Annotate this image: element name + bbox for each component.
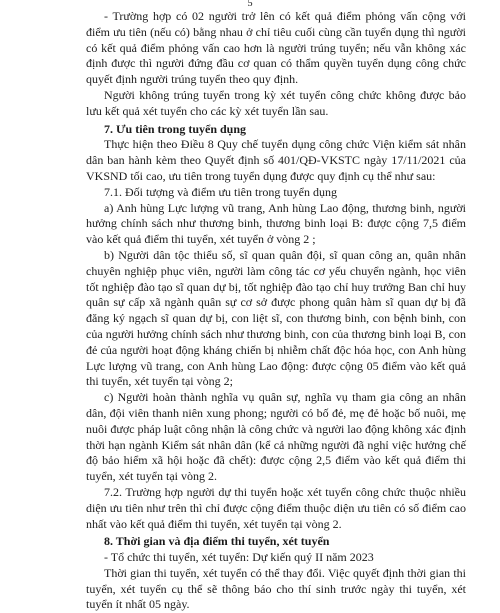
paragraph: - Trường hợp có 02 người trở lên có kết quả điểm phỏng vấn cộng với điểm ưu tiên (nếu có) bằng nhau ở chỉ tiêu cuối cùng cần tuyển dụng thì người có kết quả điểm phỏng vấn cao hơn là người trúng tuyển; nếu vẫn không xác định được thì người đứng đầu cơ quan có thẩm quyền tuyển dụng công chức quyết định người trúng tuyển theo quy định. bbox=[86, 9, 466, 87]
page-number: 5 bbox=[247, 0, 253, 9]
paragraph: 7.2. Trường hợp người dự thi tuyển hoặc xét tuyển công chức thuộc nhiều diện ưu tiên như trên thì chỉ được cộng điểm thuộc diện ưu tiên có số điểm cao nhất vào kết quả điểm thi tuyển, xét tuyển tại vòng 2. bbox=[86, 484, 466, 531]
paragraph: Thực hiện theo Điều 8 Quy chế tuyển dụng công chức Viện kiểm sát nhân dân ban hành kèm theo Quyết định số 401/QĐ-VKSTC ngày 17/11/2021 của VKSND tối cao, ưu tiên trong tuyển dụng được quy định cụ thể như sau: bbox=[86, 137, 466, 183]
paragraph: Thời gian thi tuyển, xét tuyển có thể thay đổi. Việc quyết định thời gian thi tuyển, xét tuyển cụ thể sẽ thông báo cho thí sinh trước ngày thi tuyển, xét tuyển ít nhất 05 ngày. bbox=[86, 565, 466, 612]
section-heading: 7. Ưu tiên trong tuyển dụng bbox=[104, 121, 247, 136]
paragraph: c) Người hoàn thành nghĩa vụ quân sự, nghĩa vụ tham gia công an nhân dân, đội viên thanh niên xung phong; người có bố đẻ, mẹ đẻ hoặc bố nuôi, mẹ nuôi được pháp luật công nhận là công chức và người lao động không xác định thời hạn ngành Kiểm sát nhân dân (kể cả những người đã nghỉ việc hưởng chế độ bảo hiểm xã hội hoặc đã chết): được cộng 2,5 điểm vào kết quả điểm thi tuyển, xét tuyển tại vòng 2. bbox=[86, 390, 466, 484]
paragraph: Người không trúng tuyển trong kỳ xét tuyển công chức không được bảo lưu kết quả xét tuyển cho các kỳ xét tuyển lần sau. bbox=[86, 87, 466, 118]
section-heading: 8. Thời gian và địa điểm thi tuyển, xét tuyển bbox=[104, 534, 330, 549]
paragraph: a) Anh hùng Lực lượng vũ trang, Anh hùng Lao động, thương binh, người hưởng chính sách như thương binh, thương binh loại B: được cộng 7,5 điểm vào kết quả điểm thi tuyển, xét tuyển ở vòng 2 ; bbox=[86, 200, 466, 247]
paragraph: 7.1. Đối tượng và điểm ưu tiên trong tuyển dụng bbox=[104, 184, 337, 199]
document-body bbox=[86, 9, 466, 613]
paragraph: - Tổ chức thi tuyển, xét tuyển: Dự kiến quý II năm 2023 bbox=[104, 550, 374, 565]
paragraph: b) Người dân tộc thiểu số, sĩ quan quân đội, sĩ quan công an, quân nhân chuyên nghiệp phục viên, người làm công tác cơ yếu chuyển ngành, học viên tốt nghiệp đào tạo sĩ quan dự bị, tốt nghiệp đào tạo chỉ huy trưởng Ban chỉ huy quân sự cấp xã ngành quân sự cơ sở được phong quân hàm sĩ quan dự bị đã đăng ký ngạch sĩ quan dự bị, con liệt sĩ, con thương binh, con bệnh binh, con của người hưởng chính sách như thương binh, con của thương binh loại B, con đẻ của người hoạt động kháng chiến bị nhiễm chất độc hóa học, con Anh hùng Lực lượng vũ trang, con Anh hùng Lao động: được cộng 05 điểm vào kết quả thi tuyển, xét tuyển tại vòng 2; bbox=[86, 247, 466, 389]
